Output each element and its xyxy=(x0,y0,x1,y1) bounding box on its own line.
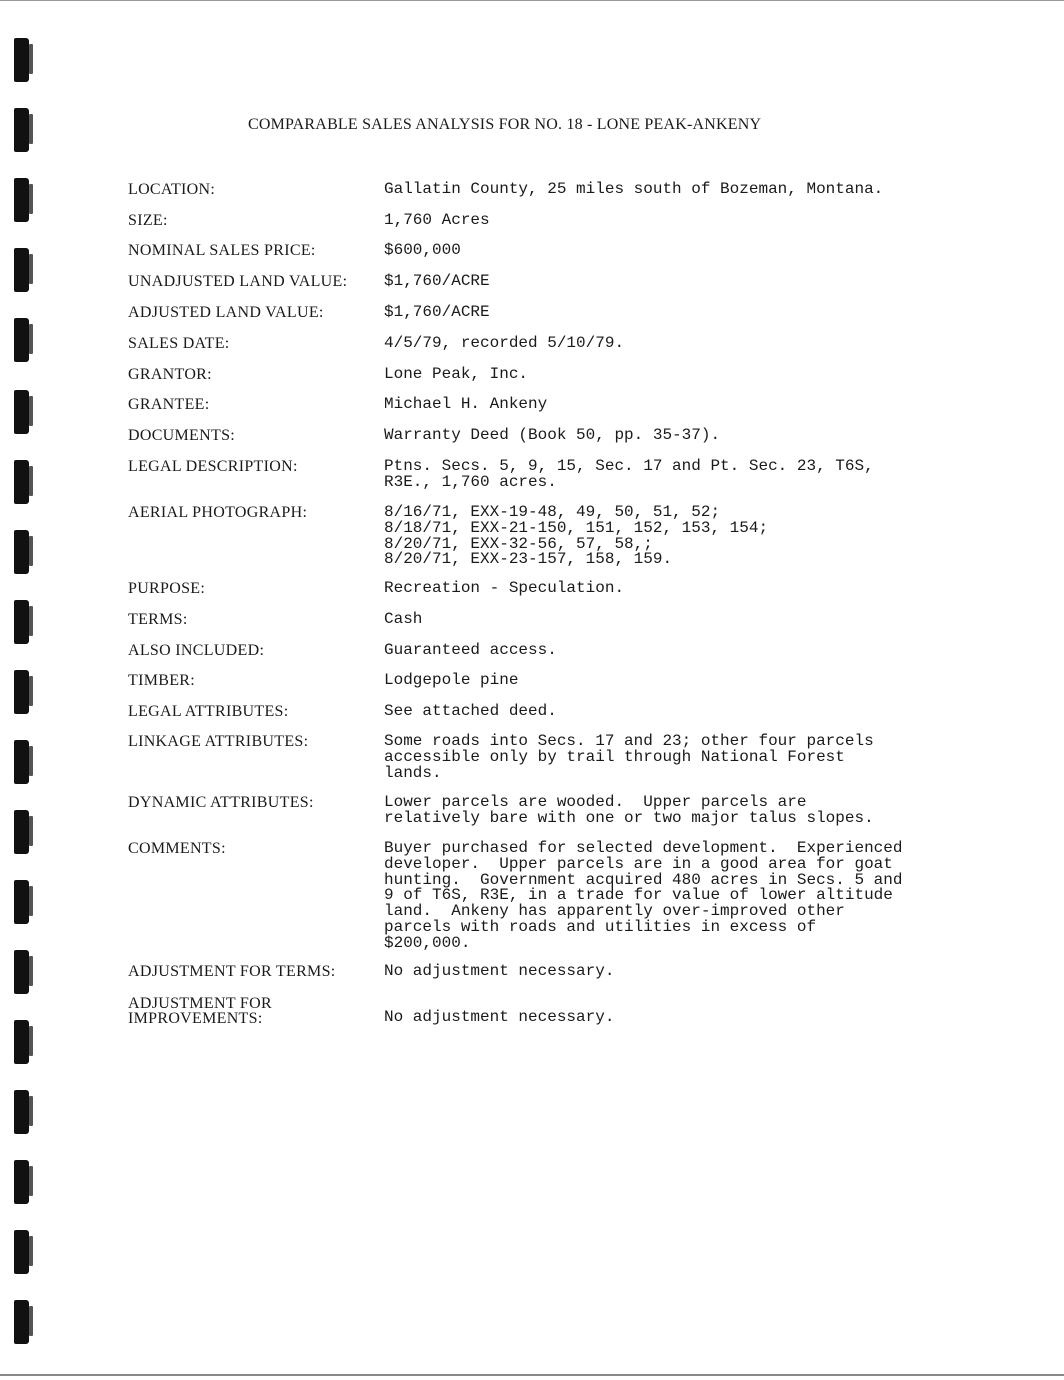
field-value: Michael H. Ankeny xyxy=(384,395,548,413)
binder-hole xyxy=(14,600,29,644)
binder-hole xyxy=(14,950,29,994)
field-label: TERMS: xyxy=(128,611,188,628)
binder-hole xyxy=(14,1020,29,1064)
field-value: Lodgepole pine xyxy=(384,671,519,689)
field-label: UNADJUSTED LAND VALUE: xyxy=(128,273,348,290)
bottom-edge-line xyxy=(0,1374,1064,1376)
field-value: 8/16/71, EXX-19-48, 49, 50, 51, 52; 8/18/71, EXX-21-150, 151, 152, 153, 154; 8/20/71, EXX-32-56, 57, 58,; 8/20/71, EXX-23-157, 158, 159. xyxy=(384,503,769,569)
binder-hole xyxy=(14,108,29,152)
field-label: SALES DATE: xyxy=(128,335,230,352)
field-label: DYNAMIC ATTRIBUTES: xyxy=(128,794,314,811)
top-edge-line xyxy=(0,0,1064,1)
field-value: Lone Peak, Inc. xyxy=(384,365,529,383)
field-value: 1,760 Acres xyxy=(384,211,490,229)
binder-hole xyxy=(14,178,29,222)
field-label: PURPOSE: xyxy=(128,580,206,597)
field-label: AERIAL PHOTOGRAPH: xyxy=(128,504,308,521)
field-value: Guaranteed access. xyxy=(384,641,557,659)
binder-holes xyxy=(14,0,44,1380)
field-label: GRANTEE: xyxy=(128,396,210,413)
field-label: LINKAGE ATTRIBUTES: xyxy=(128,733,309,750)
field-label: DOCUMENTS: xyxy=(128,427,236,444)
field-value: See attached deed. xyxy=(384,702,557,720)
page-title: COMPARABLE SALES ANALYSIS FOR NO. 18 - LONE PEAK-ANKENY xyxy=(248,116,762,133)
field-value: No adjustment necessary. xyxy=(384,1008,615,1026)
field-label: LOCATION: xyxy=(128,181,216,198)
field-label: LEGAL DESCRIPTION: xyxy=(128,458,298,475)
field-label: LEGAL ATTRIBUTES: xyxy=(128,703,289,720)
binder-hole xyxy=(14,248,29,292)
field-value: Ptns. Secs. 5, 9, 15, Sec. 17 and Pt. Sec. 23, T6S, R3E., 1,760 acres. xyxy=(384,457,874,491)
binder-hole xyxy=(14,390,29,434)
field-value: Gallatin County, 25 miles south of Bozeman, Montana. xyxy=(384,180,884,198)
binder-hole xyxy=(14,1300,29,1344)
field-value: No adjustment necessary. xyxy=(384,962,615,980)
field-label: TIMBER: xyxy=(128,672,195,689)
binder-hole xyxy=(14,460,29,504)
binder-hole xyxy=(14,670,29,714)
field-label: ADJUSTMENT FOR TERMS: xyxy=(128,963,336,980)
binder-hole xyxy=(14,1160,29,1204)
field-label: NOMINAL SALES PRICE: xyxy=(128,242,316,259)
binder-hole xyxy=(14,810,29,854)
field-value: Cash xyxy=(384,610,423,628)
field-label: ADJUSTED LAND VALUE: xyxy=(128,304,324,321)
field-label: SIZE: xyxy=(128,212,168,229)
binder-hole xyxy=(14,530,29,574)
field-value: Warranty Deed (Book 50, pp. 35-37). xyxy=(384,426,721,444)
binder-hole xyxy=(14,880,29,924)
field-value: Some roads into Secs. 17 and 23; other four parcels accessible only by trail through National Forest lands. xyxy=(384,732,874,782)
field-label: COMMENTS: xyxy=(128,840,226,857)
field-value: Buyer purchased for selected development. Experienced developer. Upper parcels are in a good area for goat hunting. Government acquired 480 acres in Secs. 5 and 9 of T6S, R3E, in a trade for value of lower altitude land. Ankeny has apparently over-improved other parcels with roads and utilities in excess of $200,000. xyxy=(384,839,903,952)
binder-hole xyxy=(14,318,29,362)
field-value: 4/5/79, recorded 5/10/79. xyxy=(384,334,625,352)
field-value: Lower parcels are wooded. Upper parcels are relatively bare with one or two major talus slopes. xyxy=(384,793,874,827)
binder-hole xyxy=(14,740,29,784)
binder-hole xyxy=(14,1090,29,1134)
field-value: Recreation - Speculation. xyxy=(384,579,625,597)
field-value: $1,760/ACRE xyxy=(384,303,490,321)
binder-hole xyxy=(14,38,29,82)
field-label: ALSO INCLUDED: xyxy=(128,642,265,659)
field-value: $1,760/ACRE xyxy=(384,272,490,290)
binder-hole xyxy=(14,1230,29,1274)
field-label: ADJUSTMENT FOR IMPROVEMENTS: xyxy=(128,995,272,1027)
field-label: GRANTOR: xyxy=(128,366,212,383)
field-value: $600,000 xyxy=(384,241,461,259)
